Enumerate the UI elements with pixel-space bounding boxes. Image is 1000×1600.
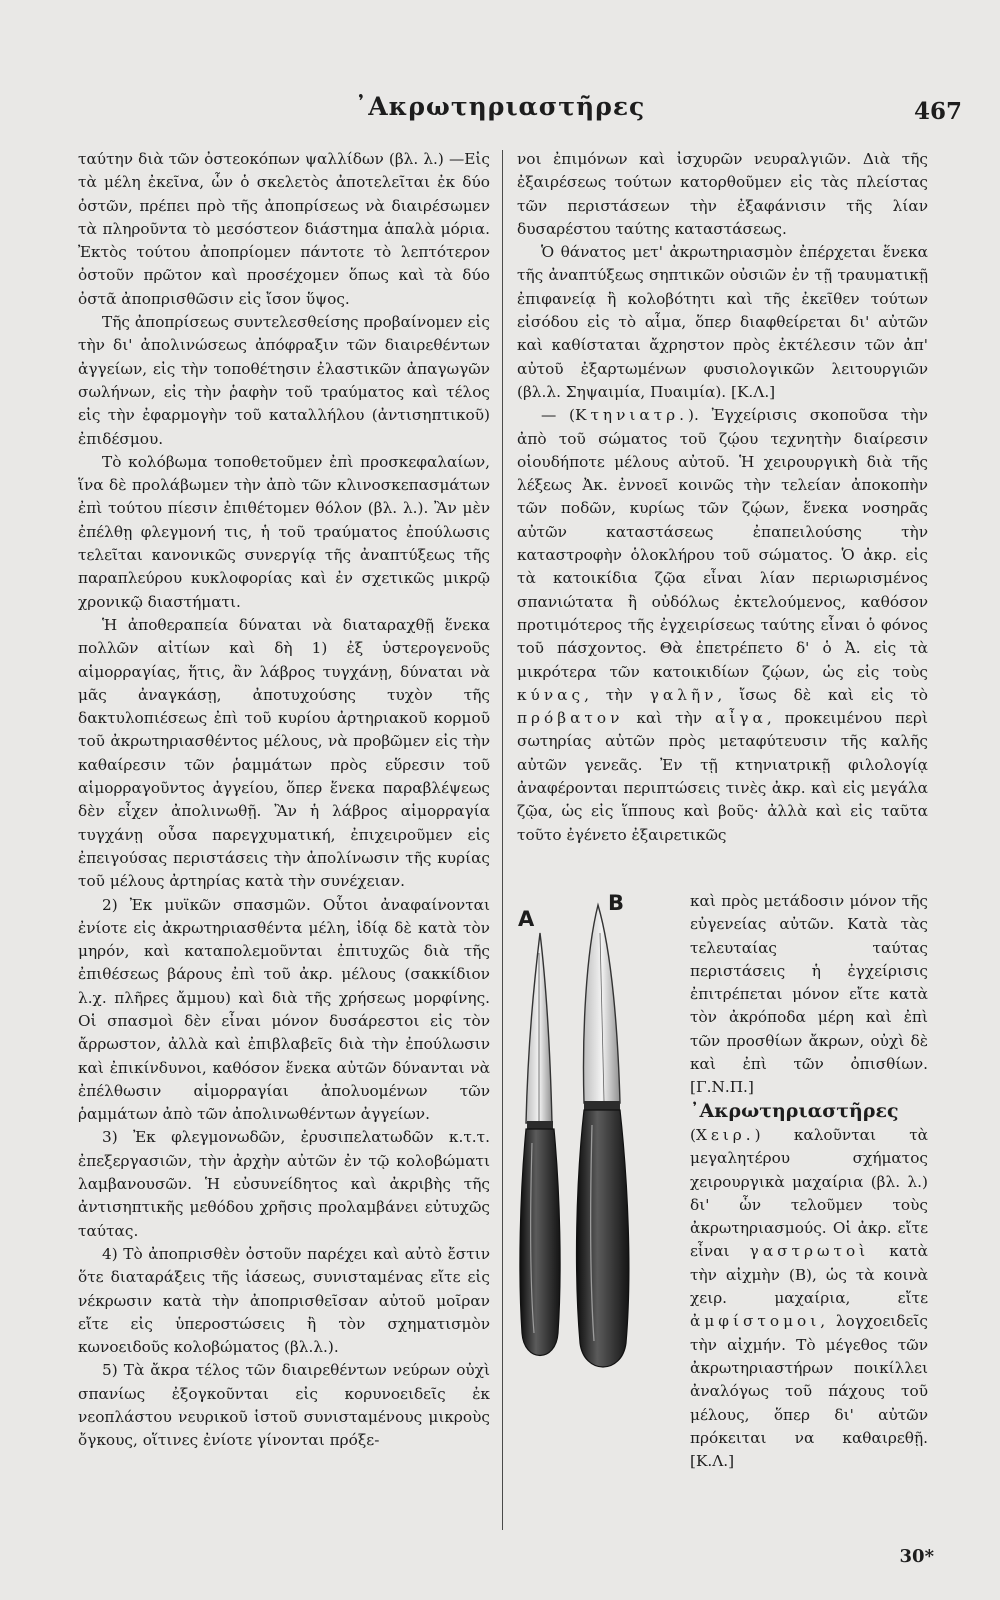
paragraph: 4) Τὸ ἀποπρισθὲν ὀστοῦν παρέχει καὶ αὐτὸ ἔστιν ὅτε διαταράξεις τῆς ἰάσεως, συνισταμένας εἴτε εἰς νέκρωσιν κατὰ τὴν ἀποπρισθεῖσαν αὐτοῦ μοῖραν εἴτε εἰς ὑπεροστώσεις ἢ τὸν σχηματισμὸν κωνοειδοῦς κολοβώματος (βλ.λ.). (78, 1244, 490, 1357)
knife-b-icon (577, 905, 629, 1367)
page-number: 467 (913, 98, 962, 125)
text-run: , προκειμένου περὶ σωτηρίας αὐτῶν πρὸς μεταφύτευσιν τῆς καλῆς αὐτῶν γενεᾶς. Ἐν τῇ κτηνιατρικῇ φιλολογίᾳ ἀναφέρονται περιπτώσεις τινὲς ἀκρ. καὶ εἰς μεγάλα ζῷα, ὡς εἰς ἵππους καὶ βοῦς· ἀλλὰ καὶ εἰς ταῦτα τοῦτο ἐγένετο ἐξαιρετικῶς (517, 709, 928, 844)
running-head-title: ᾿Ακρωτηριαστῆρες (354, 92, 646, 121)
paragraph: 5) Τὰ ἄκρα τέλος τῶν διαιρεθέντων νεύρων οὐχὶ σπανίως ἐξογκοῦνται εἰς κορυνοειδεῖς ἐκ νεοπλάστου νευρικοῦ ἱστοῦ συνισταμένους μικροὺς ὄγκους, οἵτινες ἐνίοτε γίνονται πρόξε- (78, 1361, 490, 1450)
text-run: καὶ τὴν (636, 709, 703, 728)
left-column (78, 148, 490, 1453)
spaced-term: πρόβατον (517, 709, 624, 728)
figure-label-a: A (518, 907, 535, 931)
text-run: ) καλοῦνται τὰ μεγαλητέρου σχήματος χειρουργικὰ μαχαίρια (βλ. λ.) δι' ὧν τελοῦμεν τοὺς ἀκρωτηριασμούς. Οἱ ἀκρ. εἴτε εἶναι (690, 1125, 928, 1261)
text-run: , λογχοειδεῖς τὴν αἰχμήν. Τὸ μέγεθος τῶν ἀκρωτηριαστήρων ποικίλλει ἀναλόγως τοῦ πάχους τοῦ μέλους, ὅπερ δι' αὐτῶν πρόκειται να καθαιρεθῇ. [Κ.Λ.] (690, 1312, 928, 1471)
paragraph-veterinary (517, 404, 928, 847)
text-run: κατὰ τὴν αἰχμὴν (Β), ὡς τὰ κοινὰ χειρ. μαχαίρια, εἴτε (690, 1242, 928, 1308)
paragraph: Ἡ ἀποθεραπεία δύναται νὰ διαταραχθῇ ἕνεκα πολλῶν αἰτίων καὶ δὴ 1) ἐξ ὑστερογενοῦς αἱμορραγίας, ἥτις, ἂν λάβρος τυγχάνῃ, δύναται νὰ μᾶς ἀναγκάσῃ, ἀποτυχούσης τυχὸν τῆς δακτυλοπιέσεως ἐπὶ τοῦ κυρίου ἀρτηριακοῦ κορμοῦ τοῦ ἀκρωτηριασθέντος μέλους, νὰ προβῶμεν εἰς τὴν καθαίρεσιν τῶν ῥαμμάτων πρὸς εὕρεσιν τοῦ αἱμορραγοῦντος ἀγγείου, ὅπερ ἕνεκα παραβλέψεως δὲν εἶχεν ἀπολινωθῇ. Ἂν ἡ λάβρος αἱμορραγία τυγχάνῃ οὖσα παρεγχυματική, ἐπιχειροῦμεν εἰς ἐπειγούσας περιστάσεις τὴν ἀπολίνωσιν τῆς κυρίας τοῦ μέλους ἀρτηρίας κατὰ τὴν συνέχειαν. (78, 615, 490, 891)
text-run: ( (690, 1125, 696, 1144)
text-run: , ἴσως δὲ καὶ εἰς τὸ (717, 685, 929, 704)
paragraph: νοι ἐπιμόνων καὶ ἰσχυρῶν νευραλγιῶν. Διὰ τῆς ἐξαιρέσεως τούτων κατορθοῦμεν εἰς τὰς πλείστας τῶν περιστάσεων τὴν ἐξαφάνισιν τῆς λίαν δυσαρέστου ταύτης καταστάσεως. (517, 150, 928, 238)
spaced-term: Χειρ. (695, 1125, 755, 1144)
figure-label-b: B (608, 891, 625, 915)
paragraph: 3) Ἐκ φλεγμονωδῶν, ἐρυσιπελατωδῶν κ.τ.τ. ἐπεξεργασιῶν, τὴν ἀρχὴν αὐτῶν ἐν τῷ κολοβώματι λαμβανουσῶν. Ἡ εὐσυνείδητος καὶ ἀκριβὴς τῆς ἀντισηπτικῆς μεθόδου χρῆσις προλαμβάνει εὐτυχῶς ταύτας. (78, 1128, 490, 1240)
spaced-term: γαλῆν (649, 685, 718, 704)
lower-right-text (690, 890, 928, 1473)
dash-prefix: — ( (541, 406, 576, 425)
text-run: ). Ἐγχείρισις σκοποῦσα τὴν ἀπὸ τοῦ σώματος τοῦ ζῴου τεχνητὴν διαίρεσιν οἱουδήποτε μέλους αὐτοῦ. Ἡ χειρουργικὴ διὰ τῆς λέξεως Ἀκ. ἐννοεῖ κοινῶς τὴν τελείαν ἀποκοπὴν τῶν ποδῶν, κυρίως τῶν ζῴων, ἕνεκα νοσηρᾶς αὐτῶν καταστάσεως ἐπαπειλούσης τὴν καταστροφὴν ὁλοκλήρου τοῦ σώματος. Ὁ ἀκρ. εἰς τὰ κατοικίδια ζῷα εἶναι λίαν περιωρισμένος σπανιώτατα ἢ οὐδόλως ἐκτελούμενος, καθόσον προτιμότερος τῆς ἐγχειρίσεως ταύτης εἶναι ὁ φόνος τοῦ πάσχοντος. Θὰ ἐπετρέπετο δ' ὁ Ἀ. εἰς τὰ μικρότερα τῶν κατοικιδίων ζῴων, ὡς εἰς τοὺς (517, 406, 928, 681)
paragraph: Ὁ θάνατος μετ' ἀκρωτηριασμὸν ἐπέρχεται ἕνεκα τῆς ἀναπτύξεως σηπτικῶν οὐσιῶν ἐν τῇ τραυματικῇ ἐπιφανείᾳ ἢ κολοβότητι καὶ τῆς ἐκεῖθεν τούτων εἰσόδου εἰς τὸ αἷμα, ὅπερ διαφθείρεται δι' αὐτῶν καὶ καθίσταται ἄχρηστον πρὸς ἐκτέλεσιν τῶν ἀπ' αὐτοῦ ἐξαρτωμένων φυσιολογικῶν λειτουργιῶν (βλ.λ. Σηψαιμία, Πυαιμία). [Κ.Λ.] (517, 243, 928, 401)
paragraph: Τὸ κολόβωμα τοποθετοῦμεν ἐπὶ προσκεφαλαίων, ἵνα δὲ προλάβωμεν τὴν ἀπὸ τῶν κλινοσκεπασμάτων ἐπὶ τούτου πίεσιν ἐπιθέτομεν θόλον (βλ. λ.). Ἂν μὲν ἐπέλθῃ φλεγμονή τις, ἡ τοῦ τραύματος ἐπούλωσις τελεῖται κανονικῶς συνεργίᾳ τῆς ἀναπτύξεως τῆς παραπλεύρου κυκλοφορίας καὶ ἐν σχετικῶς μικρῷ χρονικῷ διαστήματι. (78, 452, 490, 611)
spaced-term: κύνας (517, 685, 585, 704)
paragraph: ταύτην διὰ τῶν ὀστεοκόπων ψαλλίδων (βλ. λ.) —Εἰς τὰ μέλη ἐκεῖνα, ὧν ὁ σκελετὸς ἀποτελεῖται ἐκ δύο ὀστῶν, πρέπει πρὸ τῆς ἀποπρίσεως νὰ διαιρέσωμεν τὰ πληροῦντα τὸ μεσόστεον διάστημα ἁπαλὰ μόρια. Ἐκτὸς τούτου ἀποπρίομεν πάντοτε τὸ λεπτότερον ὀστοῦν πρῶτον καὶ προσέχομεν ὅπως καὶ τὰ δύο ὀστᾶ ἀποπρισθῶσιν εἰς ἴσον ὕψος. (78, 150, 490, 308)
right-column (517, 148, 928, 847)
spaced-term: ἀμφίστομοι (690, 1312, 821, 1331)
spaced-term: γαστρωτοὶ (749, 1242, 870, 1261)
entry-headword: ᾿Ακρωτηριαστῆρες (690, 1099, 899, 1122)
signature-mark: 30* (899, 1546, 934, 1567)
amputation-knives-illustration (512, 893, 684, 1383)
text-run: , τὴν (584, 685, 633, 704)
column-divider (502, 150, 503, 1530)
knives-figure (512, 893, 684, 1383)
paragraph: καὶ πρὸς μετάδοσιν μόνον τῆς εὐγενείας αὐτῶν. Κατὰ τὰς τελευταίας ταύτας περιστάσεις ἡ ἐγχείρισις ἐπιτρέπεται μόνον εἴτε κατὰ τὸν ἀκρόποδα μέρη καὶ ἐπὶ τῶν προσθίων ἄκρων, οὐχὶ δὲ καὶ ἐπὶ τῶν ὀπισθίων. [Γ.Ν.Π.] (690, 892, 928, 1097)
spaced-term: αἶγα (715, 709, 767, 728)
paragraph: Τῆς ἀποπρίσεως συντελεσθείσης προβαίνομεν εἰς τὴν δι' ἀπολινώσεως ἀπόφραξιν τῶν διαιρεθέντων ἀγγείων, εἰς τὴν τοποθέτησιν ἐλαστικῶν ἀπαγωγῶν σωλήνων, εἰς τὴν ῥαφὴν τοῦ τραύματος καὶ τέλος εἰς τὴν ἐφαρμογὴν τοῦ καταλλήλου (ἀντισηπτικοῦ) ἐπιδέσμου. (78, 313, 490, 448)
paragraph: 2) Ἐκ μυϊκῶν σπασμῶν. Οὗτοι ἀναφαίνονται ἐνίοτε εἰς ἀκρωτηριασθέντα μέλη, ἰδίᾳ δὲ κατὰ τὸν μηρόν, καὶ καταπολεμοῦνται ἐπιτυχῶς διὰ τῆς ἐπιθέσεως βάρους ἐπὶ τοῦ ἀκρ. μέλους (σακκίδιον λ.χ. πλῆρες ἄμμου) καὶ διὰ τῆς χρήσεως μορφίνης. Οἱ σπασμοὶ δὲν εἶναι μόνον δυσάρεστοι εἰς τὸν ἄρρωστον, ἀλλὰ καὶ ἐπιβλαβεῖς διὰ τὴν ἐπούλωσιν καὶ ἐπικίνδυνοι, καθόσον ἕνεκα αὐτῶν δύνανται νὰ ἐπέλθωσιν αἱμορραγίαι ἀπολυομένων τῶν ῥαμμάτων ἀπὸ τῶν ἀπολινωθέντων ἀγγείων. (78, 895, 490, 1124)
entry-paragraph (690, 1100, 928, 1474)
spaced-term: Κτηνιατρ. (575, 406, 689, 425)
knife-a-icon (520, 933, 560, 1356)
